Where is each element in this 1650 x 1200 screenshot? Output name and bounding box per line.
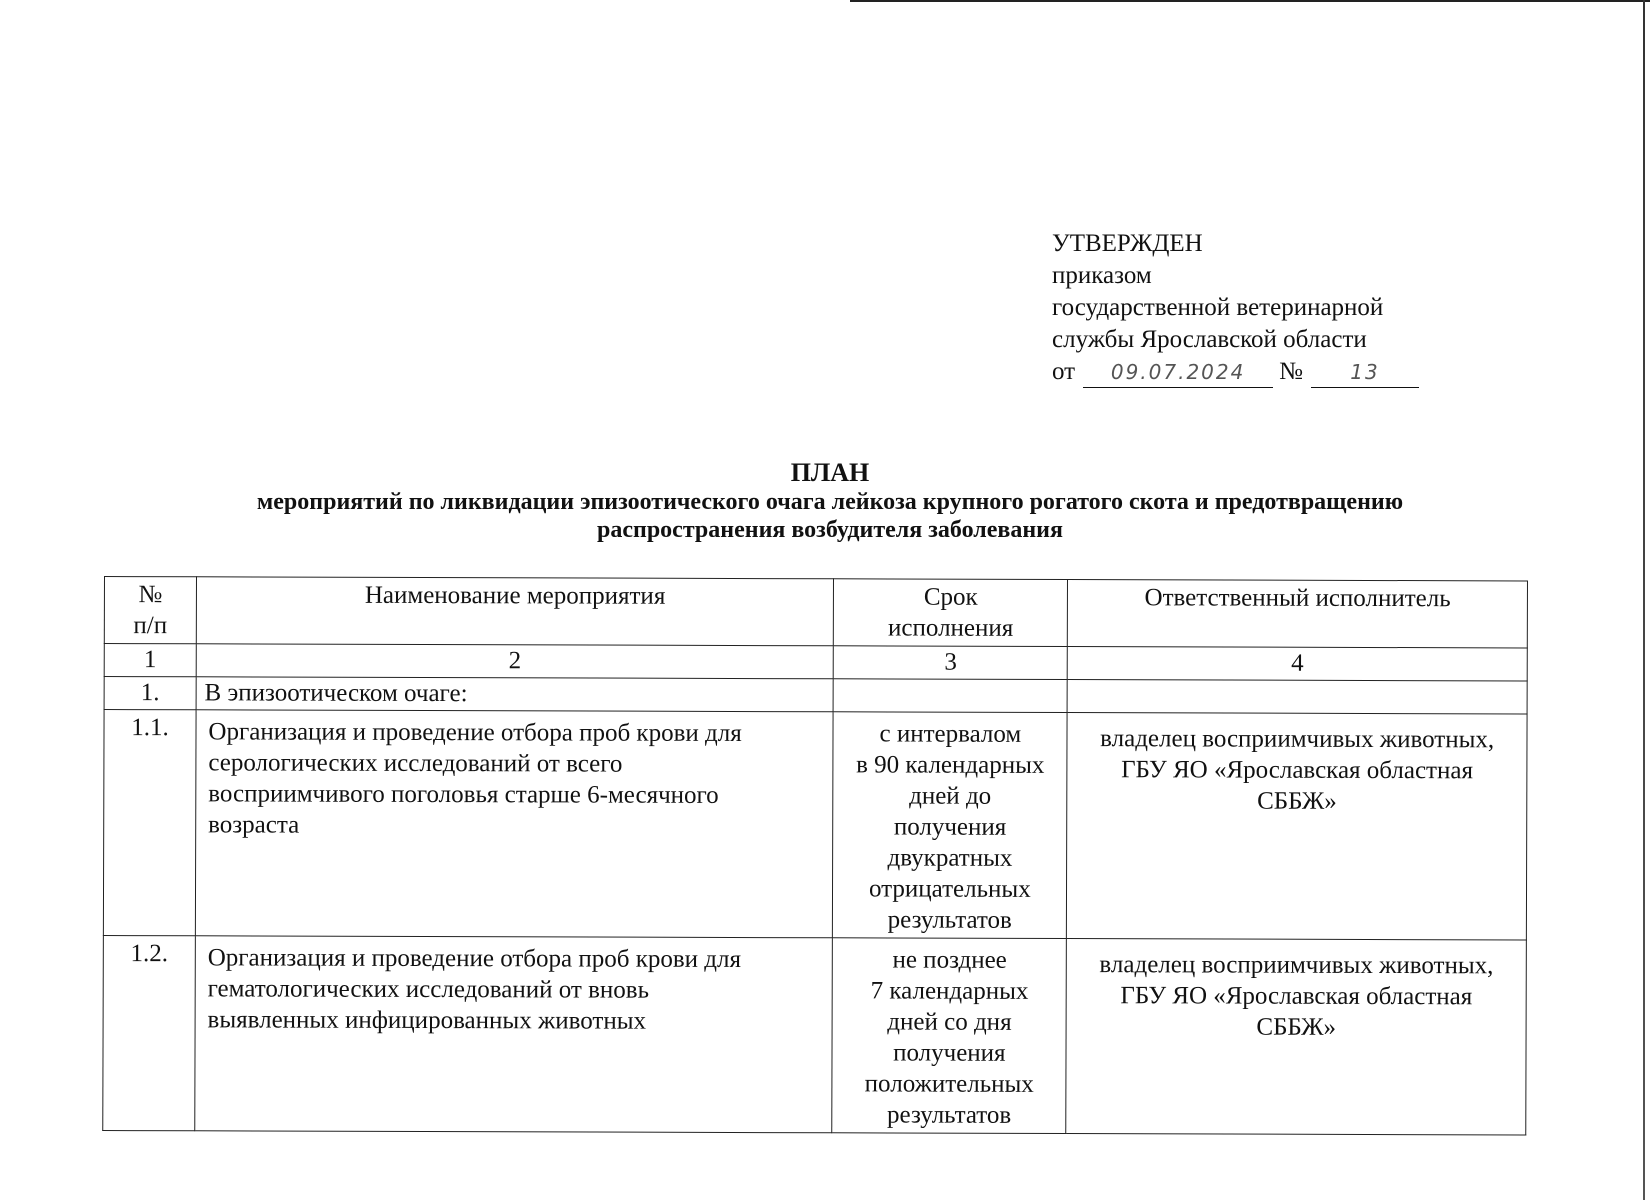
- term-line: в 90 календарных: [856, 751, 1045, 779]
- row-number: 1.1.: [103, 710, 196, 936]
- task-line: серологических исследований от всего: [208, 749, 623, 778]
- term-line: 7 календарных: [870, 977, 1029, 1005]
- header-number-symbol: №: [138, 581, 163, 609]
- responsible-line: СББЖ»: [1257, 787, 1337, 815]
- responsible-line: ГБУ ЯО «Ярославская областная: [1121, 756, 1474, 785]
- order-date-field: 09.07.2024: [1083, 359, 1273, 388]
- responsible-line: владелец восприимчивых животных,: [1100, 725, 1495, 754]
- term-line: получения: [893, 813, 1007, 841]
- row-number: 1.2.: [103, 935, 196, 1130]
- row-task: [195, 936, 833, 1133]
- column-number: 2: [196, 644, 834, 679]
- document-title: [100, 458, 1560, 544]
- table-header-row: [104, 577, 1527, 648]
- order-number-field: 13: [1311, 359, 1419, 388]
- task-line: выявленных инфицированных животных: [207, 1006, 647, 1035]
- scan-edge-top: [850, 0, 1650, 2]
- number-label: №: [1279, 358, 1303, 385]
- row-task: [195, 710, 833, 938]
- term-line: дней со дня: [887, 1008, 1012, 1036]
- header-term-line-2: исполнения: [888, 614, 1014, 642]
- row-term: [833, 712, 1068, 939]
- section-title: В эпизоотическом очаге:: [196, 677, 834, 712]
- term-line: двукратных: [887, 844, 1013, 872]
- term-line: не позднее: [892, 946, 1007, 974]
- column-number: 3: [834, 646, 1068, 680]
- term-line: отрицательных: [868, 875, 1031, 903]
- approval-line-order: приказом: [1052, 262, 1152, 289]
- header-responsible: Ответственный исполнитель: [1068, 580, 1528, 648]
- term-line: результатов: [887, 1101, 1012, 1129]
- header-term-line-1: Срок: [923, 583, 978, 611]
- plan-title: ПЛАН: [790, 458, 870, 487]
- row-responsible: [1066, 939, 1526, 1135]
- task-line: возраста: [208, 811, 300, 839]
- from-label: от: [1052, 358, 1076, 385]
- column-number: 4: [1068, 647, 1528, 681]
- approved-label: УТВЕРЖДЕН: [1052, 230, 1203, 257]
- term-line: с интервалом: [879, 720, 1022, 748]
- row-responsible: [1067, 713, 1527, 940]
- approval-stamp-block: [1052, 228, 1419, 388]
- header-number-abbr: п/п: [133, 612, 168, 640]
- term-line: получения: [893, 1039, 1006, 1067]
- order-date-number-line: [1052, 356, 1419, 388]
- plan-table: [102, 576, 1528, 1135]
- task-line: Организация и проведение отбора проб крови для: [208, 718, 742, 748]
- task-line: гематологических исследований от вновь: [207, 975, 650, 1004]
- column-number-row: [104, 644, 1527, 681]
- approval-line-authority: государственной ветеринарной: [1052, 294, 1384, 321]
- row-term: [832, 938, 1067, 1134]
- header-task-name: Наименование мероприятия: [196, 577, 834, 646]
- term-line: дней до: [909, 782, 992, 810]
- column-number: 1: [104, 644, 196, 677]
- responsible-line: СББЖ»: [1256, 1013, 1337, 1041]
- section-row: [104, 677, 1527, 714]
- scan-edge-right: [1643, 0, 1645, 1200]
- plan-subtitle-line-2: распространения возбудителя заболевания: [597, 517, 1063, 543]
- responsible-line: ГБУ ЯО «Ярославская областная: [1120, 982, 1473, 1011]
- term-line: результатов: [887, 906, 1012, 934]
- table-row: [103, 710, 1527, 940]
- approval-line-region: службы Ярославской области: [1052, 326, 1367, 353]
- header-term: [834, 579, 1068, 647]
- task-line: восприимчивого поголовья старше 6-месячного: [208, 780, 719, 809]
- task-line: Организация и проведение отбора проб крови для: [207, 944, 742, 974]
- plan-subtitle-line-1: мероприятий по ликвидации эпизоотического очага лейкоза крупного рогатого скота и предотвращению: [256, 489, 1404, 515]
- table-row: [103, 935, 1527, 1134]
- term-line: положительных: [864, 1070, 1034, 1098]
- section-responsible-empty: [1067, 680, 1527, 714]
- header-number: [104, 577, 196, 644]
- section-number: 1.: [104, 677, 196, 710]
- section-term-empty: [833, 679, 1067, 713]
- responsible-line: владелец восприимчивых животных,: [1099, 951, 1494, 980]
